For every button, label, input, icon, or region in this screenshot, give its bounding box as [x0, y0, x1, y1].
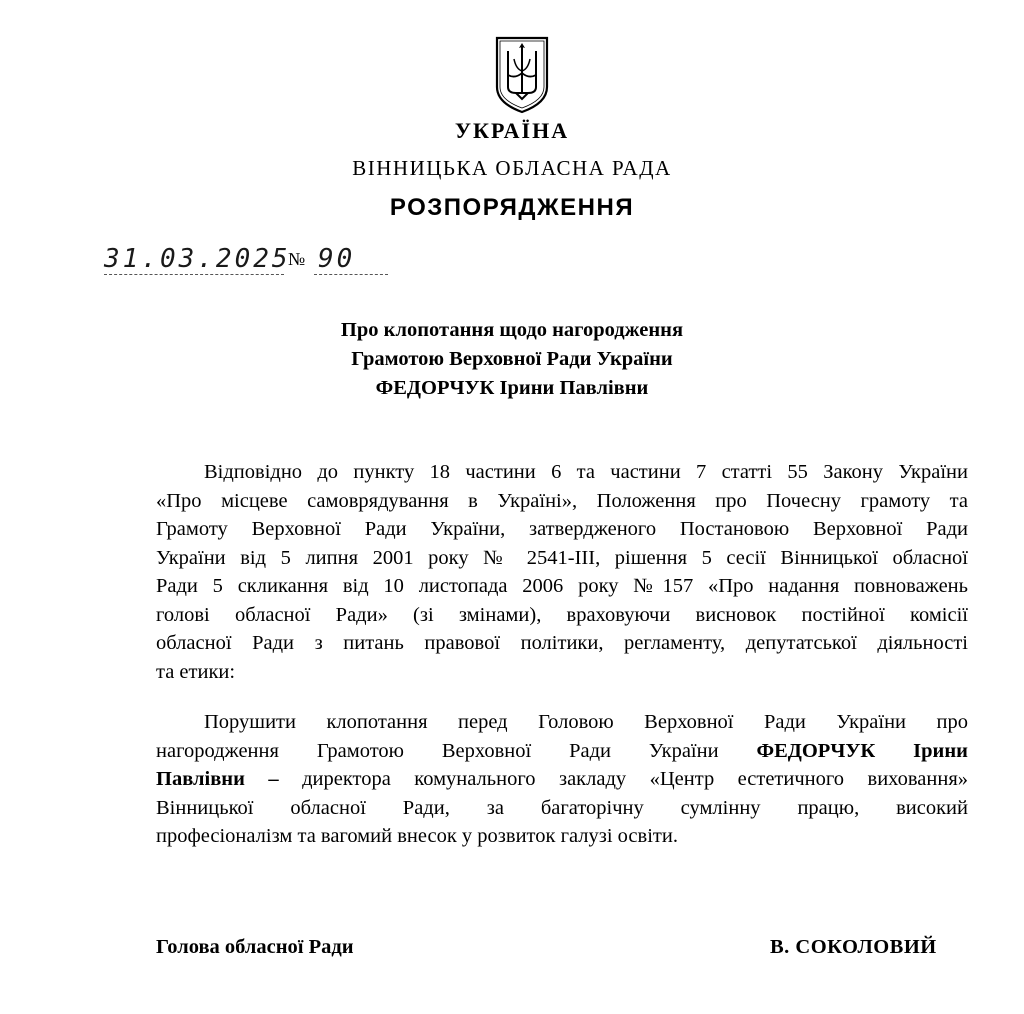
- paragraph-line: Вінницької обласної Ради, за багаторічну сумлінну працю, високий: [156, 796, 968, 819]
- awardee-name: ФЕДОРЧУК Ірини: [756, 739, 968, 762]
- paragraph-line: Порушити клопотання перед Головою Верховної Ради України про: [204, 711, 968, 733]
- document-type-heading: РОЗПОРЯДЖЕННЯ: [389, 194, 635, 221]
- signatory-role: Голова обласної Ради: [156, 936, 354, 958]
- document-title: [0, 316, 1024, 403]
- country-heading: УКРАЇНА: [454, 118, 570, 143]
- paragraph-line: нагородження Грамотою Верховної Ради України ФЕДОРЧУК Ірини: [156, 739, 968, 762]
- paragraph-line: Павлівни – директора комунального закладу «Центр естетичного виховання»: [156, 768, 969, 790]
- paragraph-line: обласної Ради з питань правової політики, регламенту, депутатської діяльності: [156, 632, 968, 654]
- paragraph-line: України від 5 липня 2001 року № 2541-ІІІ, рішення 5 сесії Вінницької обласної: [156, 546, 968, 569]
- handwritten-number: 90: [318, 244, 356, 274]
- paragraph-line: Ради 5 скликання від 10 листопада 2006 року №157 «Про надання повноважень: [156, 575, 968, 597]
- paragraph-line: Грамоту Верховної Ради України, затвердженого Постановою Верховної Ради: [156, 518, 968, 540]
- title-line: Про клопотання щодо нагородження: [340, 319, 684, 341]
- awardee-patronymic: Павлівни –: [156, 768, 279, 790]
- coat-of-arms-icon: [494, 35, 550, 115]
- council-heading: ВІННИЦЬКА ОБЛАСНА РАДА: [352, 156, 672, 180]
- preamble-paragraph: [156, 458, 968, 686]
- paragraph-line: «Про місцеве самоврядування в Україні», Положення про Почесну грамоту та: [156, 489, 968, 512]
- number-underline: [314, 274, 388, 275]
- decision-paragraph: [156, 708, 968, 851]
- signatory-name: В. СОКОЛОВИЙ: [770, 936, 937, 958]
- number-label: №: [288, 249, 306, 269]
- paragraph-line: професіоналізм та вагомий внесок у розвиток галузі освіти.: [156, 825, 678, 847]
- handwritten-date: 31.03.2025: [104, 244, 291, 274]
- title-line: Грамотою Верховної Ради України: [351, 348, 673, 370]
- paragraph-line: та етики:: [156, 660, 236, 683]
- paragraph-line: Відповідно до пункту 18 частини 6 та частини 7 статті 55 Закону України: [204, 461, 968, 483]
- date-underline: [104, 274, 284, 275]
- paragraph-line: голові обласної Ради» (зі змінами), враховуючи висновок постійної комісії: [156, 603, 968, 626]
- title-line: ФЕДОРЧУК Ірини Павлівни: [375, 377, 649, 399]
